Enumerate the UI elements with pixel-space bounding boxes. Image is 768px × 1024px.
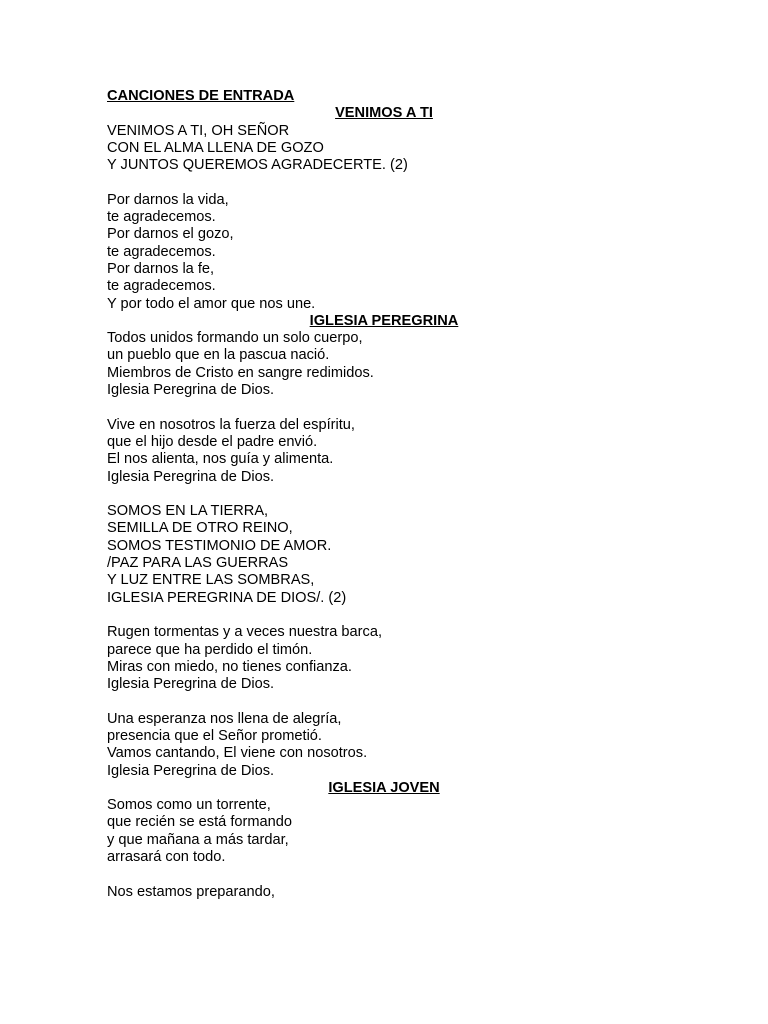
song-venimos-a-ti (107, 105, 667, 313)
lyric-line: Vive en nosotros la fuerza del espíritu, (107, 416, 355, 433)
song-title: VENIMOS A TI (335, 105, 433, 122)
stanza-break (107, 607, 667, 624)
lyric-line: Iglesia Peregrina de Dios. (107, 468, 275, 485)
lyric-line: VENIMOS A TI, OH SEÑOR (107, 122, 290, 139)
lyric-line: Y JUNTOS QUEREMOS AGRADECERTE. (2) (107, 157, 408, 174)
song-title: IGLESIA JOVEN (328, 779, 440, 796)
lyric-line: Y por todo el amor que nos une. (107, 295, 316, 312)
lyric-line: Miembros de Cristo en sangre redimidos. (107, 364, 374, 381)
lyric-line: Una esperanza nos llena de alegría, (107, 710, 342, 727)
lyric-line: Y LUZ ENTRE LAS SOMBRAS, (107, 572, 315, 589)
lyric-line: Iglesia Peregrina de Dios. (107, 676, 275, 693)
stanza-break (107, 866, 667, 883)
lyric-line: que el hijo desde el padre envió. (107, 433, 318, 450)
lyric-line: y que mañana a más tardar, (107, 831, 289, 848)
song-iglesia-peregrina (107, 313, 667, 780)
lyric-line: te agradecemos. (107, 243, 216, 260)
lyric-line: Somos como un torrente, (107, 797, 271, 814)
lyric-line: presencia que el Señor prometió. (107, 727, 322, 744)
lyric-line: Iglesia Peregrina de Dios. (107, 382, 275, 399)
lyric-line: que recién se está formando (107, 814, 292, 831)
lyric-line: SOMOS TESTIMONIO DE AMOR. (107, 537, 332, 554)
lyric-line: Iglesia Peregrina de Dios. (107, 762, 275, 779)
lyric-line: Nos estamos preparando, (107, 883, 275, 900)
lyric-line: parece que ha perdido el timón. (107, 641, 313, 658)
document-page (107, 88, 667, 901)
lyric-line: /PAZ PARA LAS GUERRAS (107, 555, 289, 572)
lyric-line: Vamos cantando, El viene con nosotros. (107, 745, 368, 762)
stanza-break (107, 174, 667, 191)
lyric-line: un pueblo que en la pascua nació. (107, 347, 330, 364)
lyric-line: El nos alienta, nos guía y alimenta. (107, 451, 334, 468)
lyric-line: arrasará con todo. (107, 849, 226, 866)
lyric-line: SOMOS EN LA TIERRA, (107, 503, 269, 520)
lyric-line: Por darnos el gozo, (107, 226, 234, 243)
song-title: IGLESIA PEREGRINA (309, 312, 459, 329)
document-heading: CANCIONES DE ENTRADA (107, 88, 295, 104)
stanza-break (107, 486, 667, 503)
lyric-line: Miras con miedo, no tienes confianza. (107, 658, 352, 675)
lyric-line: SEMILLA DE OTRO REINO, (107, 520, 293, 537)
song-iglesia-joven (107, 780, 667, 901)
lyric-line: CON EL ALMA LLENA DE GOZO (107, 139, 324, 156)
lyric-line: Rugen tormentas y a veces nuestra barca, (107, 624, 382, 641)
lyric-line: te agradecemos. (107, 209, 216, 226)
lyric-line: Por darnos la vida, (107, 191, 229, 208)
stanza-break (107, 693, 667, 710)
lyric-line: Todos unidos formando un solo cuerpo, (107, 330, 363, 347)
lyric-line: te agradecemos. (107, 278, 216, 295)
stanza-break (107, 399, 667, 416)
lyric-line: IGLESIA PEREGRINA DE DIOS/. (2) (107, 589, 347, 606)
lyric-line: Por darnos la fe, (107, 260, 215, 277)
